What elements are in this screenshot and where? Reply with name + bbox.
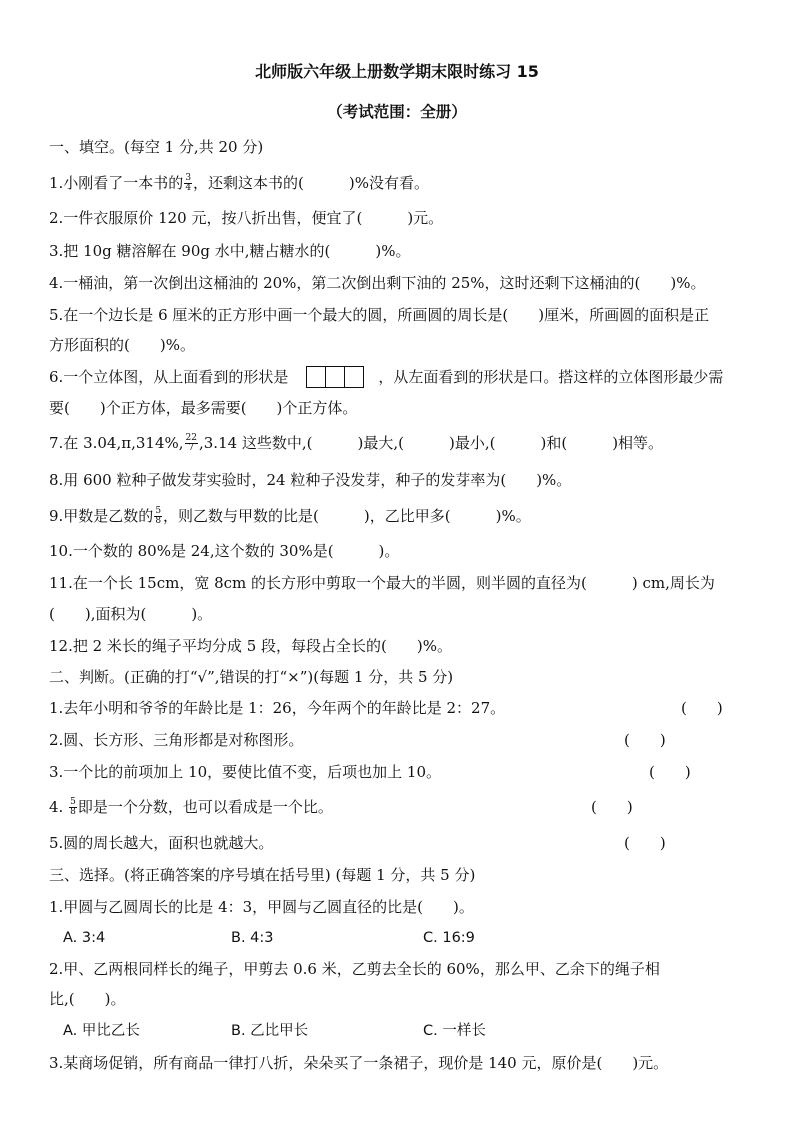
question-text: ，则乙数与甲数的比是( )，乙比甲多( )%。: [163, 507, 531, 525]
question-1-11-line2: ( ),面积为( )。: [49, 605, 213, 623]
answer-blank: ( ): [591, 798, 633, 816]
fraction-denominator: 4: [185, 182, 192, 193]
fraction: [69, 798, 77, 817]
question-1-1: [49, 173, 429, 194]
question-text: ,3.14 这些数中,( )最大,( )最小,( )和( )相等。: [198, 434, 664, 452]
fraction-numerator: 3: [185, 172, 192, 183]
question-1-8: 8.用 600 粒种子做发芽实验时，24 粒种子没发芽，种子的发芽率为( )%。: [49, 471, 572, 489]
choice-question-2-line2: 比,( )。: [49, 990, 126, 1008]
top-view-shape: [306, 366, 364, 388]
page-subtitle: （考试范围：全册）: [327, 103, 467, 121]
question-1-7: [49, 433, 663, 454]
choice-question-2-line1: 2.甲、乙两根同样长的绳子，甲剪去 0.6 米，乙剪去全长的 60%，那么甲、乙余下的绳子相: [49, 960, 660, 978]
question-text: 9.甲数是乙数的: [49, 507, 154, 525]
question-1-9: [49, 506, 531, 527]
question-1-3: 3.把 10g 糖溶解在 90g 水中,糖占糖水的( )%。: [49, 242, 411, 260]
question-text: 7.在 3.04,π,314%,: [49, 434, 184, 452]
choice-question-1: 1.甲圆与乙圆周长的比是 4：3，甲圆与乙圆直径的比是( )。: [49, 898, 474, 916]
question-text: ，还剩这本书的( )%没有看。: [193, 174, 430, 192]
option-b: B. 乙比甲长: [231, 1023, 309, 1039]
question-1-12: 12.把 2 米长的绳子平均分成 5 段，每段占全长的( )%。: [49, 637, 452, 655]
fraction: [184, 174, 192, 193]
choice-question-3: 3.某商场促销，所有商品一律打八折，朵朵买了一条裙子，现价是 140 元，原价是( )元。: [49, 1054, 669, 1072]
section1-heading: 一、填空。(每空 1 分,共 20 分): [49, 138, 264, 156]
page-title: 北师版六年级上册数学期末限时练习 15: [255, 62, 539, 81]
question-1-4: 4.一桶油，第一次倒出这桶油的 20%，第二次倒出剩下油的 25%，这时还剩下这桶油的( )%。: [49, 274, 706, 292]
question-text: 6.一个立体图，从上面看到的形状是: [49, 368, 289, 386]
question-text: 4.: [49, 798, 69, 816]
answer-blank: ( ): [649, 763, 691, 781]
answer-blank: ( ): [624, 731, 666, 749]
fraction-denominator: 8: [70, 806, 76, 817]
fraction-numerator: 5: [70, 796, 76, 807]
question-1-5-line1: 5.在一个边长是 6 厘米的正方形中画一个最大的圆，所画圆的周长是( )厘米，所画圆的面积是正: [49, 306, 710, 324]
option-a: A. 3:4: [63, 930, 106, 946]
option-c: C. 16:9: [423, 930, 475, 946]
answer-blank: ( ): [681, 699, 723, 717]
fraction-denominator: 8: [155, 515, 162, 526]
question-1-11-line1: 11.在一个长 15cm，宽 8cm 的长方形中剪取一个最大的半圆，则半圆的直径为( ) cm,周长为: [49, 574, 715, 592]
question-text: 1.小刚看了一本书的: [49, 174, 184, 192]
judge-item-3: 3.一个比的前项加上 10，要使比值不变，后项也加上 10。: [49, 763, 442, 781]
question-text: ，从左面看到的形状是口。搭这样的立体图形最少需: [378, 368, 724, 386]
section2-heading: 二、判断。(正确的打“√”,错误的打“×”)(每题 1 分，共 5 分): [49, 668, 454, 686]
section3-heading: 三、选择。(将正确答案的序号填在括号里) (每题 1 分，共 5 分): [49, 866, 476, 884]
answer-blank: ( ): [624, 834, 666, 852]
question-1-10: 10.一个数的 80%是 24,这个数的 30%是( )。: [49, 542, 400, 560]
question-text: 即是一个分数，也可以看成是一个比。: [77, 798, 333, 816]
question-1-2: 2.一件衣服原价 120 元，按八折出售，便宜了( )元。: [49, 209, 444, 227]
option-a: A. 甲比乙长: [63, 1023, 140, 1039]
judge-item-2: 2.圆、长方形、三角形都是对称图形。: [49, 731, 304, 749]
option-b: B. 4:3: [231, 930, 274, 946]
question-1-5-line2: 方形面积的( )%。: [49, 336, 195, 354]
question-1-6-line1: [49, 367, 723, 389]
fraction: [154, 507, 162, 526]
fraction: [185, 434, 198, 453]
question-1-6-line2: 要( )个正方体，最多需要( )个正方体。: [49, 399, 358, 417]
fraction-numerator: 5: [155, 505, 162, 516]
fraction-numerator: 22: [185, 432, 197, 443]
judge-item-1: 1.去年小明和爷爷的年龄比是 1：26，今年两个的年龄比是 2：27。: [49, 699, 506, 717]
judge-item-5: 5.圆的周长越大，面积也就越大。: [49, 834, 274, 852]
option-c: C. 一样长: [423, 1023, 486, 1039]
judge-item-4: [49, 797, 333, 818]
fraction-denominator: 7: [188, 442, 195, 453]
